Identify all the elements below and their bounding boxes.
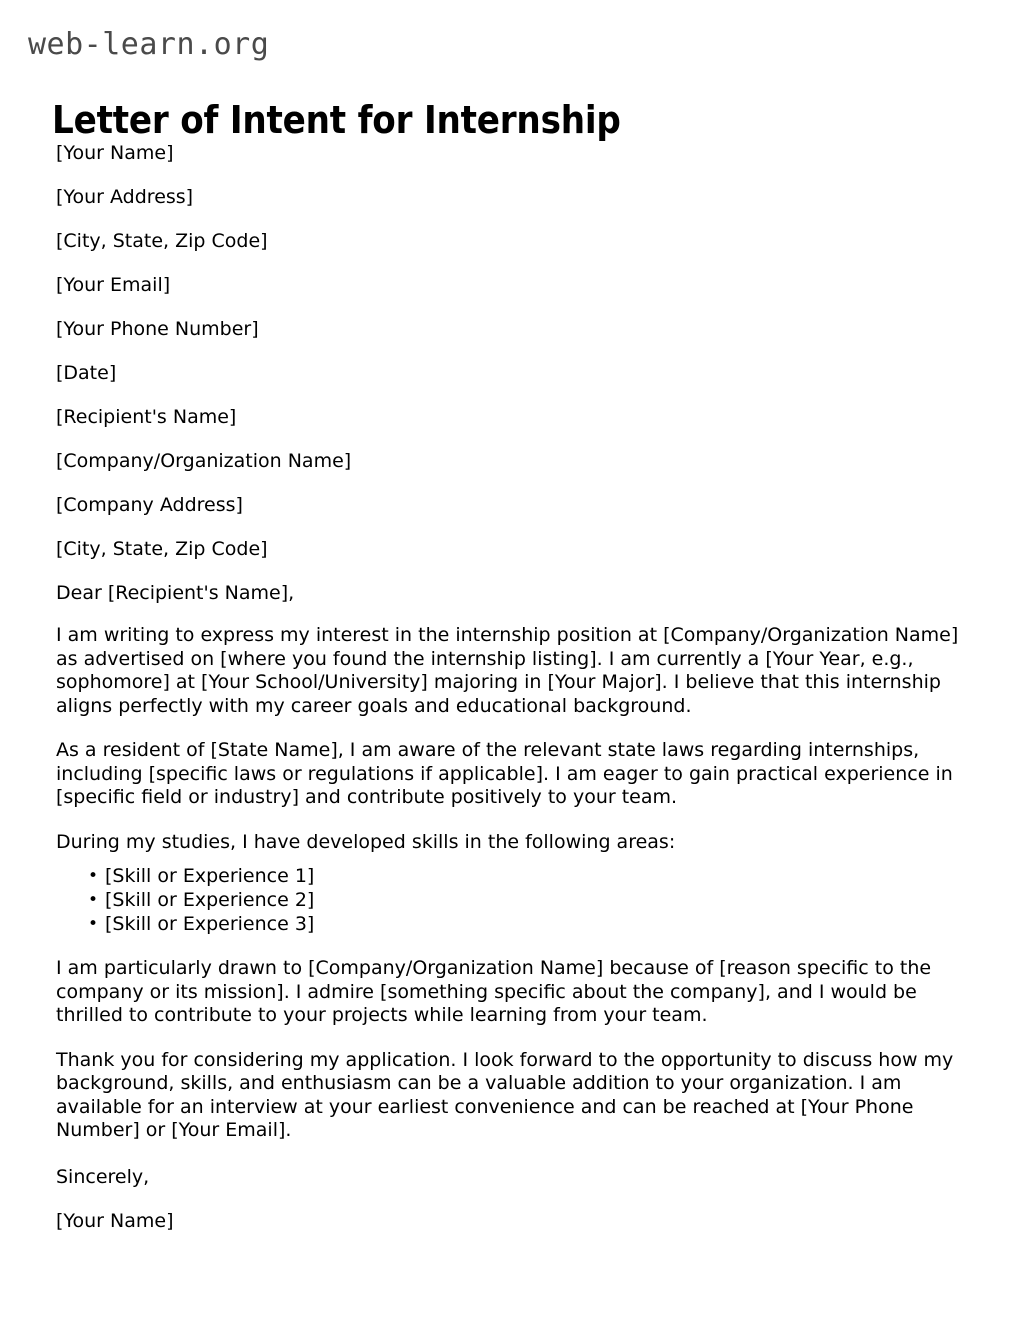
paragraph-thank-you: Thank you for considering my application. I look forward to the opportunity to discuss how my background, skills, and enthusiasm can be a valuable addition to your organization. I am available for an interview at your earliest convenience and can be reached at [Your Phone Number] or [Your Email]. [56,1048,954,1141]
paragraph-intro: I am writing to express my interest in the internship position at [Company/Organization Name] as advertised on [where you found the internship listing]. I am currently a [Your Year, e.g., sophomore] at [Your School/University] majoring in [Your Major]. I believe that this internship aligns perfectly with my career goals and educational background. [56,624,959,717]
recipient-street: [Company Address] [56,494,243,516]
sender-street: [Your Address] [56,186,194,208]
skills-lead-in: During my studies, I have developed skills in the following areas: [56,830,676,853]
letter-date: [Date] [56,362,117,384]
sender-name: [Your Name] [56,142,174,164]
recipient-address-block [56,404,976,562]
recipient-city-state: [City, State, Zip Code] [56,538,268,560]
paragraph-state-laws: As a resident of [State Name], I am aware of the relevant state laws regarding internships, including [specific laws or regulations if applicable]. I am eager to gain practical experience in [specific field or industry] and contribute positively to your team. [56,739,953,808]
sender-address-block [56,140,976,386]
sender-city-state: [City, State, Zip Code] [56,230,268,252]
letter-body [56,140,976,1234]
site-watermark: web-learn.org [28,27,270,62]
list-item: • [Skill or Experience 2] [56,888,976,912]
list-item: • [Skill or Experience 3] [56,912,976,936]
closing-line: Sincerely, [56,1165,150,1188]
sender-email: [Your Email] [56,274,171,296]
signature-name: [Your Name] [56,1209,174,1232]
skills-list [56,864,976,936]
recipient-company: [Company/Organization Name] [56,450,352,472]
sender-phone: [Your Phone Number] [56,318,259,340]
salutation-line: Dear [Recipient's Name], [56,582,295,604]
recipient-name: [Recipient's Name] [56,406,237,428]
page-title: Letter of Intent for Internship [52,98,621,143]
paragraph-motivation: I am particularly drawn to [Company/Organization Name] because of [reason specific to the company or its mission]. I admire [something specific about the company], and I would be thrilled to contribute to your projects while learning from your team. [56,957,932,1026]
list-item: • [Skill or Experience 1] [56,864,976,888]
